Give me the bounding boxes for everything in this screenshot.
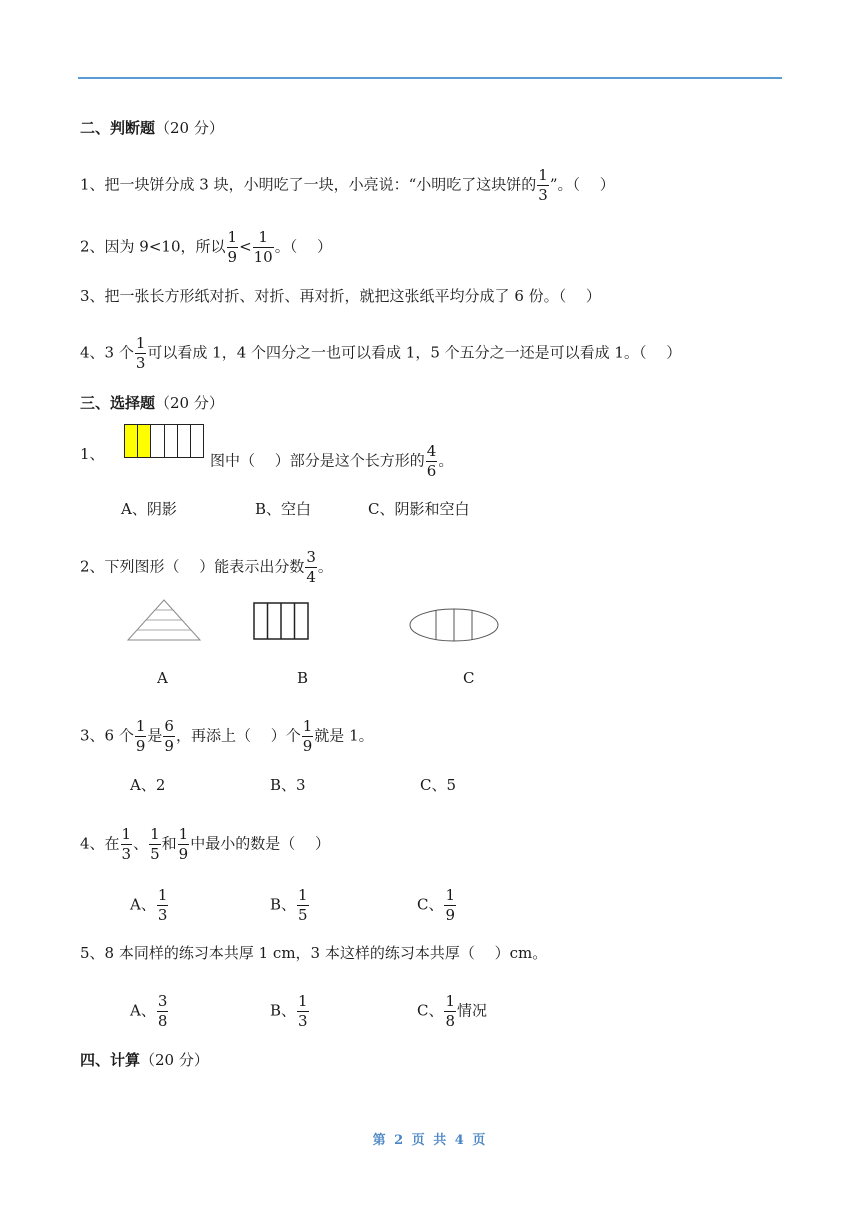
fraction [121,827,133,862]
fraction-denominator: 9 [302,737,313,755]
question-3-3 [80,719,374,754]
fraction [426,444,438,479]
text-segment: 和 [161,834,177,853]
fraction-numerator: 1 [302,717,313,735]
fraction [157,888,169,923]
text-segment: B、 [270,1001,297,1020]
question-3-1 [210,444,453,479]
fraction [537,168,549,203]
fraction-numerator: 1 [135,717,146,735]
fraction-denominator: 8 [445,1012,456,1030]
shaded-rectangle-figure [124,424,204,458]
fraction-denominator: 8 [157,1012,168,1030]
text-segment: A、 [130,1001,156,1020]
text-segment: 图中（ ）部分是这个长方形的 [210,451,425,470]
text-segment: （20 分） [155,394,224,412]
question-2-2 [80,230,332,265]
option-a[interactable]: A、2 [130,776,166,794]
option-b[interactable]: B、3 [270,776,306,794]
blank-cell [165,425,178,457]
option-b[interactable] [270,888,310,923]
fraction [305,550,317,585]
fraction-numerator: 3 [306,548,316,566]
question-3-5: 5、8 本同样的练习本共厚 1 cm，3 本这样的练习本共厚（ ）cm。 [80,944,548,962]
fraction [135,719,147,754]
text-segment: 三、选择题 [80,394,156,412]
text-segment: （20 分） [155,119,224,137]
text-segment: 。 [317,557,333,576]
fraction-numerator: 1 [157,886,168,904]
fraction-denominator: 5 [150,845,160,863]
text-segment: 2、因为 9<10，所以 [80,237,226,256]
section-3-heading [80,393,224,413]
text-segment: 中最小的数是（ ） [190,834,330,853]
fraction-numerator: 1 [445,992,456,1010]
fraction-denominator: 6 [426,462,437,480]
fraction [227,230,239,265]
question-3-2 [80,550,333,585]
option-a[interactable] [130,994,169,1029]
figure-label-c[interactable]: C [463,669,475,687]
figure-label-a[interactable]: A [157,669,168,687]
text-segment: 3、6 个 [80,726,134,745]
fraction-numerator: 1 [538,166,548,184]
fraction-numerator: 1 [258,228,268,246]
shaded-cell [138,425,151,457]
section-4-heading [80,1050,209,1070]
question-3-4 [80,827,330,862]
fraction-numerator: 4 [426,442,437,460]
fraction-numerator: 1 [298,886,308,904]
fraction-denominator: 9 [164,737,174,755]
question-2-3: 3、把一张长方形纸对折、对折、再对折，就把这张纸平均分成了 6 份。（ ） [80,287,601,305]
text-segment: 1、把一块饼分成 3 块，小明吃了一块，小亮说：“小明吃了这块饼的 [80,175,537,194]
shaded-cell [125,425,138,457]
blank-cell [178,425,191,457]
fraction-denominator: 9 [178,845,189,863]
fraction-numerator: 6 [164,717,174,735]
fraction-denominator: 3 [298,1012,308,1030]
fraction [163,719,175,754]
fraction-denominator: 9 [445,906,456,924]
fraction [149,827,161,862]
text-segment: 4、在 [80,834,120,853]
triangle-figure [124,598,204,644]
fraction-denominator: 4 [306,568,316,586]
fraction-numerator: 1 [150,825,160,843]
fraction [297,994,309,1029]
option-b[interactable] [270,994,310,1029]
header-rule [78,77,782,79]
fraction-denominator: 9 [135,737,146,755]
fraction [302,719,314,754]
fraction-numerator: 1 [178,825,189,843]
option-c[interactable] [417,888,457,923]
fraction-denominator: 3 [157,906,168,924]
fraction-numerator: 1 [121,825,132,843]
option-c[interactable] [417,994,487,1029]
fraction-numerator: 3 [157,992,168,1010]
fraction-denominator: 10 [253,248,273,266]
ellipse-figure [408,607,500,643]
fraction-denominator: 5 [298,906,308,924]
fraction-numerator: 1 [135,334,146,352]
section-2-heading [80,118,224,138]
fraction [178,827,190,862]
fraction-denominator: 3 [538,186,548,204]
text-segment: 2、下列图形（ ）能表示出分数 [80,557,305,576]
text-segment: C、 [417,1001,444,1020]
text-segment: ，再添上（ ）个 [175,726,301,745]
blank-cell [191,425,204,457]
figure-label-b[interactable]: B [297,669,309,687]
text-segment: B、 [270,895,297,914]
text-segment: 、 [133,834,149,853]
blank-cell [151,425,164,457]
fraction-denominator: 3 [135,354,146,372]
text-segment: 可以看成 1，4 个四分之一也可以看成 1，5 个五分之一还是可以看成 1。（ ） [147,343,682,362]
text-segment: ”。（ ） [549,175,615,194]
text-segment: 。（ ） [274,237,333,256]
fraction-numerator: 1 [298,992,308,1010]
fraction [444,994,456,1029]
text-segment: 是 [147,726,163,745]
fraction [135,336,147,371]
option-a[interactable] [130,888,169,923]
rectangle-figure [253,602,311,642]
fraction [253,230,274,265]
text-segment: （20 分） [140,1051,209,1069]
option-a[interactable]: A、阴影 [121,500,177,518]
text-segment: 4、3 个 [80,343,134,362]
text-segment: A、 [130,895,156,914]
fraction [297,888,309,923]
text-segment: 二、判断题 [80,119,156,137]
fraction-denominator: 3 [121,845,132,863]
fraction [157,994,169,1029]
option-c[interactable]: C、阴影和空白 [368,500,470,518]
fraction-numerator: 1 [227,228,238,246]
text-segment: 。 [438,451,454,470]
question-2-1 [80,168,615,203]
page-footer: 第 2 页 共 4 页 [372,1133,488,1148]
text-segment: 就是 1。 [314,726,374,745]
text-segment: 四、计算 [80,1051,141,1069]
text-segment: < [239,237,252,256]
fraction [444,888,456,923]
option-c[interactable]: C、5 [420,776,457,794]
question-3-1-number: 1、 [80,445,105,463]
fraction-numerator: 1 [445,886,456,904]
question-2-4 [80,336,681,371]
option-b[interactable]: B、空白 [255,500,312,518]
text-segment: C、 [417,895,444,914]
fraction-denominator: 9 [227,248,238,266]
text-segment: 情况 [457,1001,488,1020]
